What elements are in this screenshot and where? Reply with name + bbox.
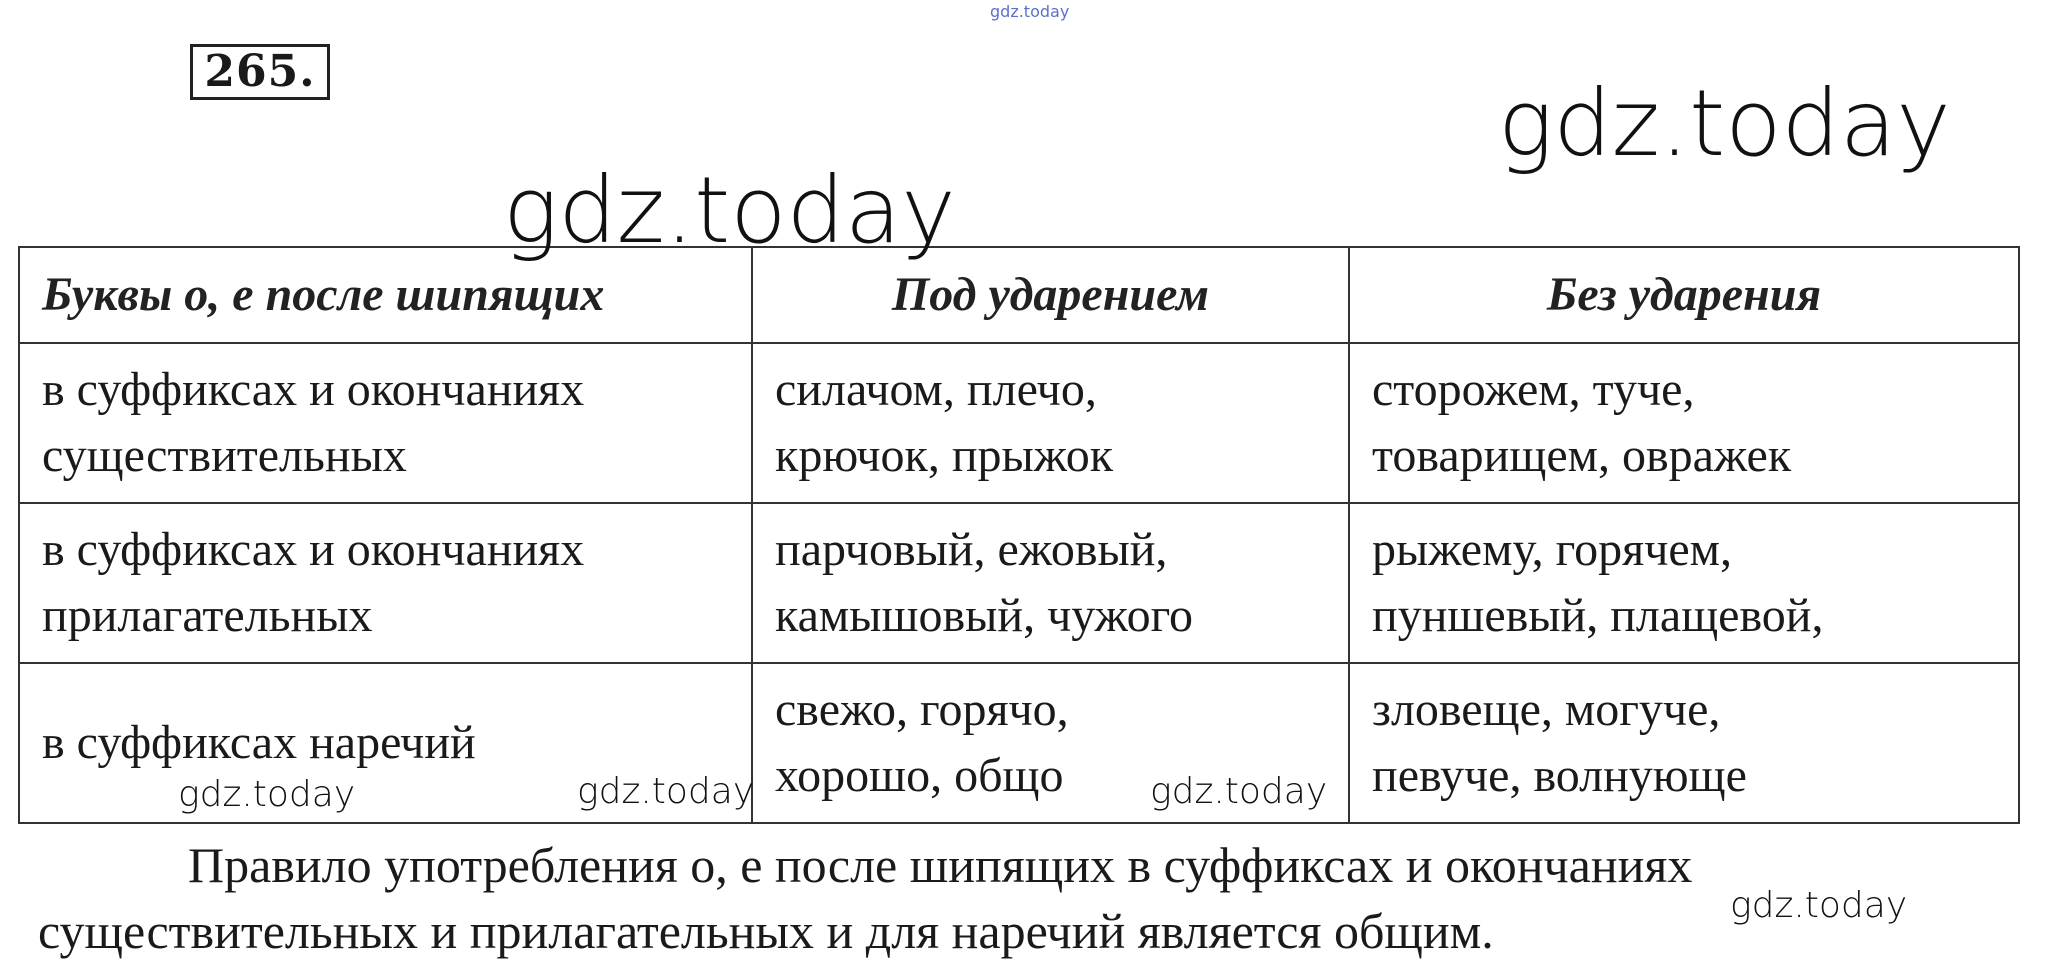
cell-category	[19, 343, 752, 503]
rule-paragraph	[38, 832, 1998, 964]
watermark-large-left: gdz.today	[503, 157, 956, 264]
cell-line: зловеще, могуче,	[1372, 683, 1721, 736]
header-unstressed: Без ударения	[1349, 247, 2019, 343]
cell-line: прилагательных	[42, 589, 373, 642]
cell-line: в суффиксах и окончаниях	[42, 363, 585, 416]
cell-line: силачом, плечо,	[775, 363, 1097, 416]
table-row	[19, 503, 2019, 663]
cell-line: рыжему, горячем,	[1372, 523, 1733, 576]
cell-unstressed	[1349, 503, 2019, 663]
cell-line: певуче, волнующе	[1372, 749, 1747, 802]
cell-line: парчовый, ежовый,	[775, 523, 1168, 576]
cell-line: крючок, прыжок	[775, 429, 1114, 482]
table-row	[19, 343, 2019, 503]
cell-line: пуншевый, плащевой,	[1372, 589, 1824, 642]
watermark-top: gdz.today	[990, 2, 1070, 21]
cell-line: камышовый, чужого	[775, 589, 1194, 642]
watermark-large-right: gdz.today	[1498, 70, 1951, 177]
watermark-small: gdz.today	[1730, 885, 1908, 926]
cell-line: в суффиксах наречий	[42, 716, 476, 769]
watermark-small: gdz.today	[178, 774, 356, 815]
cell-stressed	[752, 343, 1349, 503]
header-stressed: Под ударением	[752, 247, 1349, 343]
rule-line-1: Правило употребления о, е после шипящих в суффиксах и окончаниях	[188, 837, 1693, 893]
cell-unstressed	[1349, 663, 2019, 823]
cell-unstressed	[1349, 343, 2019, 503]
cell-line: свежо, горячо,	[775, 683, 1069, 736]
cell-line: товарищем, овражек	[1372, 429, 1792, 482]
rules-table	[18, 246, 2020, 824]
exercise-number: 265.	[190, 44, 330, 100]
cell-line: в суффиксах и окончаниях	[42, 523, 585, 576]
rule-line-2: существительных и прилагательных и для наречий является общим.	[38, 903, 1494, 959]
cell-line: существительных	[42, 429, 407, 482]
cell-line: сторожем, туче,	[1372, 363, 1695, 416]
watermark-small: gdz.today	[1150, 771, 1328, 812]
header-category: Буквы о, е после шипящих	[19, 247, 752, 343]
watermark-small: gdz.today	[577, 771, 755, 812]
cell-stressed	[752, 503, 1349, 663]
cell-line: хорошо, общо	[775, 749, 1064, 802]
cell-category	[19, 503, 752, 663]
table-header-row	[19, 247, 2019, 343]
